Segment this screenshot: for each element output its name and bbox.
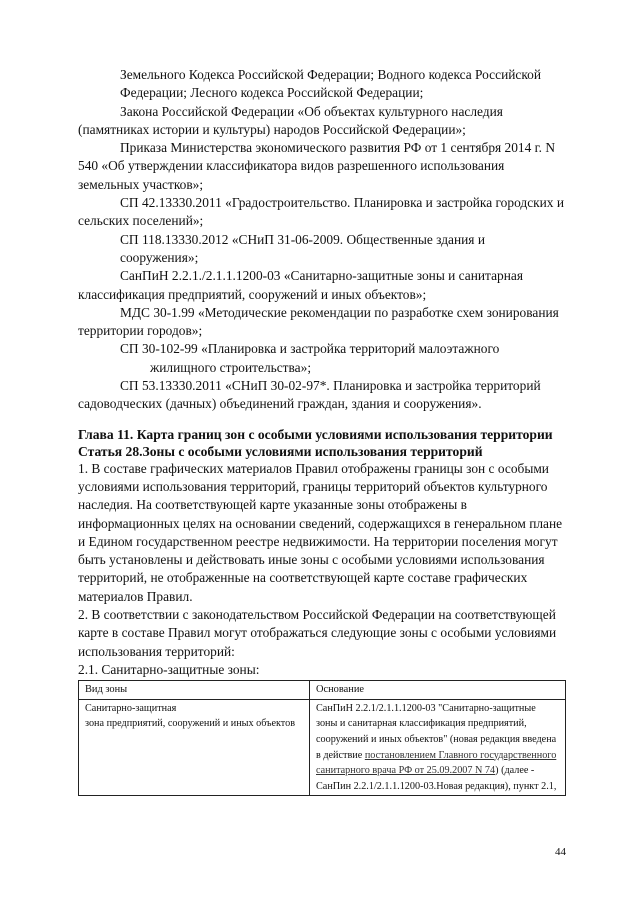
body-paragraph: 1. В составе графических материалов Правил отображены границы зон с особыми условиями использования территорий, границы территорий объектов культурного наследия. На соответствующей карте указанные зоны отображены в информационных целях на основании сведений, содержащихся в генеральном плане и Едином государственном реестре недвижимости. На территории поселения могут быть установлены и действовать иные зоны с особыми условиями использования территорий, не отображенные на соответствующей карте составе графических материалов Правил. (78, 460, 563, 604)
regulation-item: СП 53.13330.2011 «СНиП 30-02-97*. Планировка и застройка территорий садоводческих (дачных) объединений граждан, здания и сооружения». (78, 378, 541, 412)
basis-text: ) (далее - СанПин 2.2.1/2.1.1.1200-03.Новая редакция), пункт 2.1, (316, 765, 557, 792)
page-number: 44 (555, 846, 566, 858)
table-header-cell: Основание (310, 681, 566, 700)
body-paragraph: 2. В соответствии с законодательством Российской Федерации на соответствующей карте в составе Правил могут отображаться следующие зоны с особыми условиями использования территорий: (78, 607, 557, 659)
zone-type-cell (79, 699, 310, 796)
table-row (79, 699, 566, 796)
chapter-title: Глава 11. Карта границ зон с особыми условиями использования территории (78, 426, 553, 442)
regulation-item: СанПиН 2.2.1./2.1.1.1200-03 «Санитарно-защитные зоны и санитарная классификация предприятий, сооружений и иных объектов»; (78, 268, 523, 302)
regulation-item: СП 42.13330.2011 «Градостроительство. Планировка и застройка городских и сельских поселений»; (78, 195, 565, 229)
regulation-item: СП 118.13330.2012 «СНиП 31-06-2009. Общественные здания и сооружения»; (120, 231, 485, 265)
regulation-item: СП 30-102-99 «Планировка и застройка территорий малоэтажного жилищного строительства»; (120, 341, 500, 375)
table-header-cell: Вид зоны (79, 681, 310, 700)
basis-cell (310, 699, 566, 796)
regulation-item: Закона Российской Федерации «Об объектах культурного наследия (памятниках истории и культуры) народов Российской Федерации»; (78, 103, 503, 137)
zones-table (78, 680, 566, 796)
page-content (78, 66, 566, 796)
regulation-item: МДС 30-1.99 «Методические рекомендации по разработке схем зонирования территории городов»; (78, 304, 559, 339)
zone-type-line: Санитарно-защитная (85, 702, 177, 714)
resolution-link[interactable]: постановлением Главного государственного санитарного врача РФ от 25.09.2007 N 74 (316, 749, 557, 777)
basis-text: СанПиН 2.2.1/2.1.1.1200-03 "Санитарно-защитные зоны и санитарная классификация предприятий, сооружений и иных объектов" (новая редакция введена в действие (316, 702, 557, 761)
body-paragraph: 2.1. Санитарно-защитные зоны: (78, 661, 260, 677)
regulations-list (78, 66, 566, 414)
regulation-item: Земельного Кодекса Российской Федерации; Водного кодекса Российской Федерации; Лесного кодекса Российской Федерации; (120, 67, 542, 101)
regulation-item: Приказа Министерства экономического развития РФ от 1 сентября 2014 г. N 540 «Об утверждении классификатора видов разрешенного использования земельных участков»; (78, 140, 556, 192)
article-title: Статья 28.Зоны с особыми условиями использования территорий (78, 443, 483, 459)
table-header-row (79, 681, 566, 700)
zone-type-line: зона предприятий, сооружений и иных объектов (85, 718, 296, 730)
